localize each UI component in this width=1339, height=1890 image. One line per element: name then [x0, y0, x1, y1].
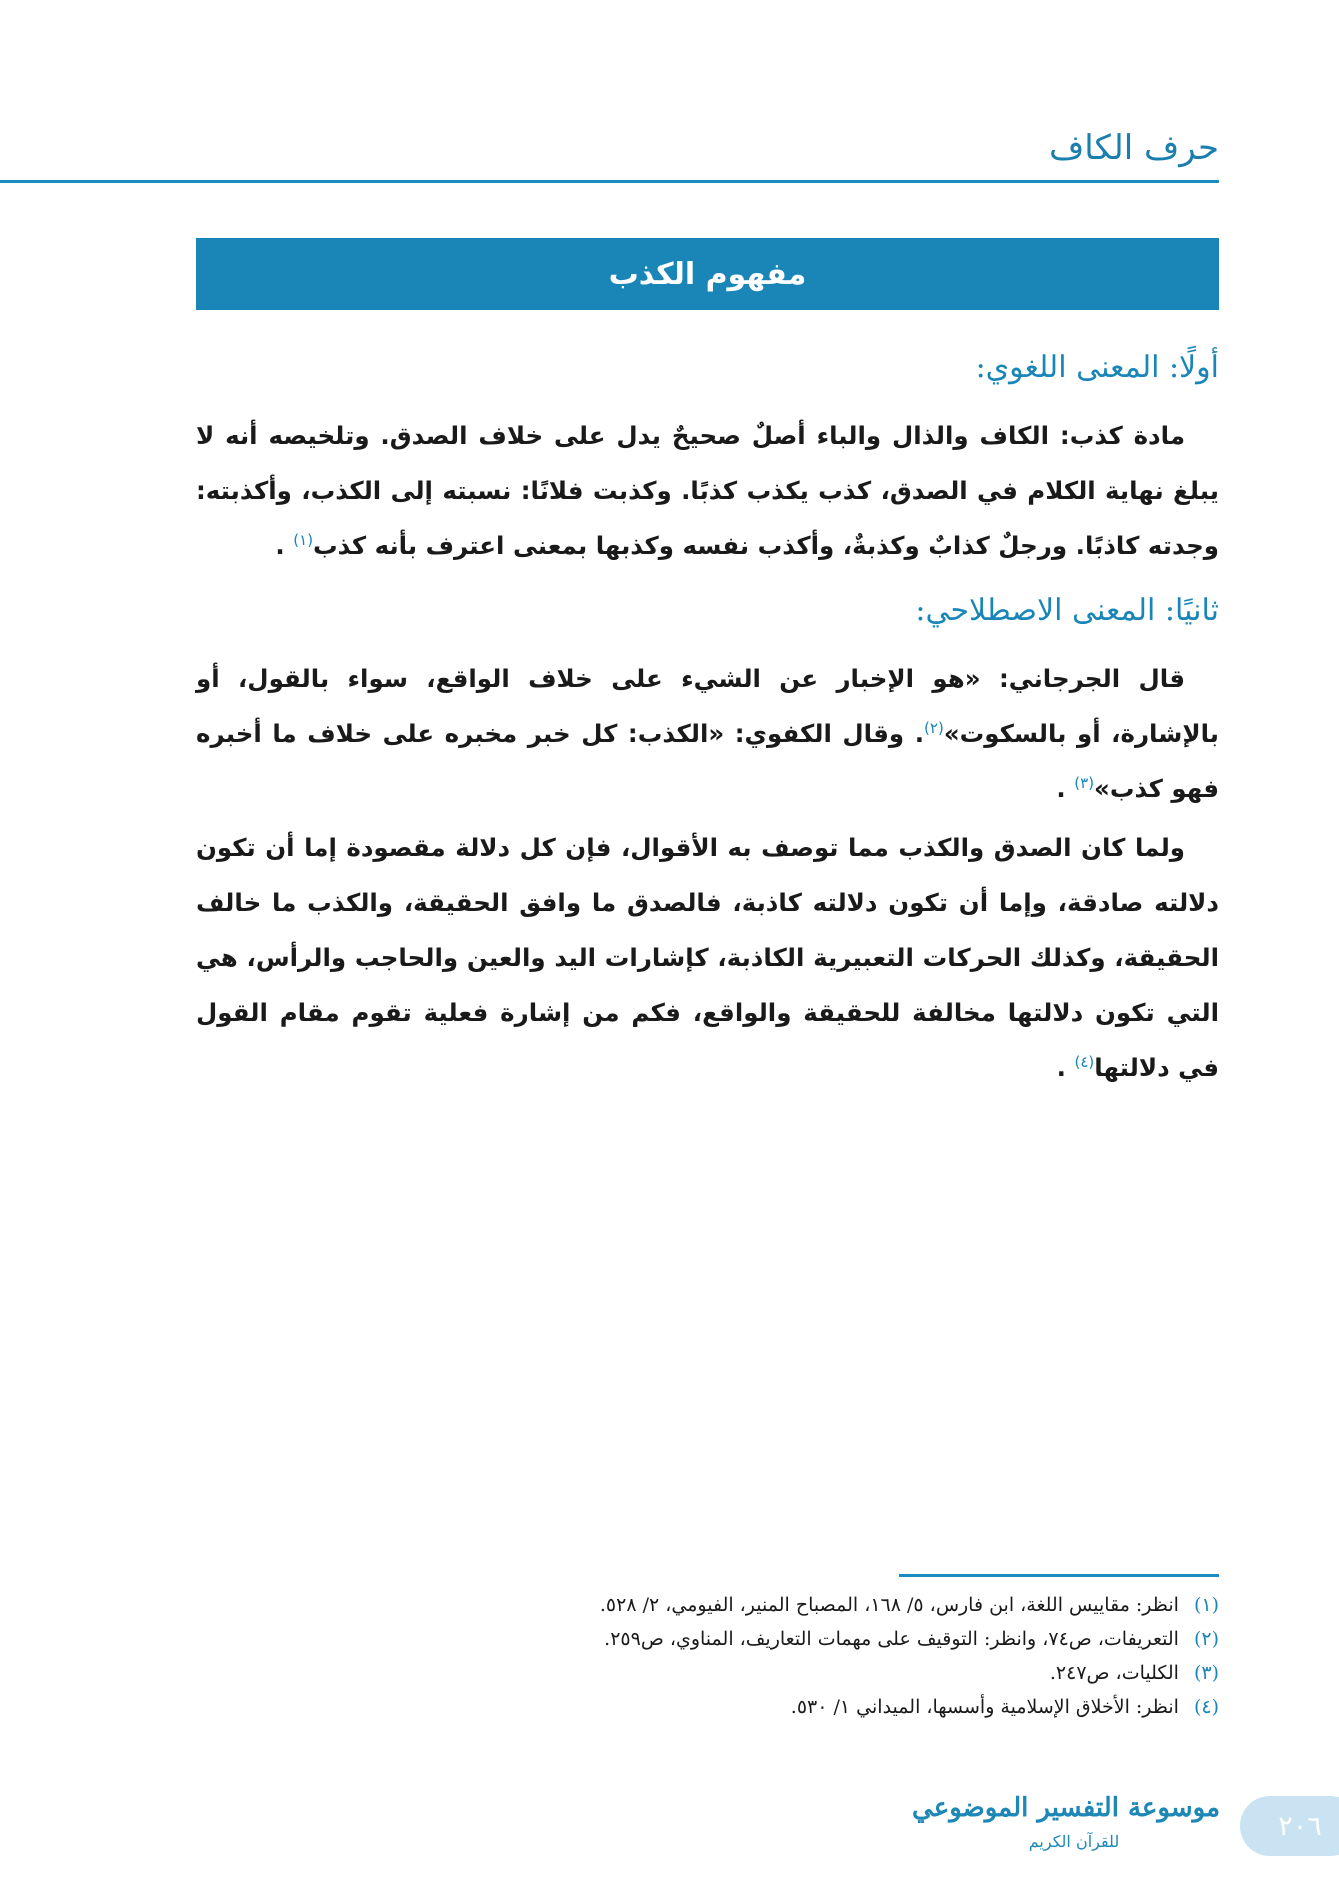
kafawi-quote: . وقال الكفوي: «الكذب: كل خبر مخبره على خلاف ما أخبره فهو كذب» — [196, 719, 1219, 803]
technical-heading: ثانيًا: المعنى الاصطلاحي: — [915, 593, 1219, 628]
footnote-ref-2[interactable]: (٢) — [924, 718, 944, 737]
section-title: مفهوم الكذب — [608, 256, 807, 292]
footnote-text: انظر: مقاييس اللغة، ابن فارس، ٥/ ١٦٨، المصباح المنير، الفيومي، ٢/ ٥٢٨. — [599, 1594, 1179, 1616]
technical-p1-end: . — [1056, 774, 1066, 803]
lexical-heading: أولًا: المعنى اللغوي: — [975, 350, 1219, 385]
footnote-number: (١) — [1193, 1594, 1219, 1616]
footnote-number: (٣) — [1193, 1662, 1219, 1684]
lexical-end: . — [275, 531, 285, 560]
footnote-ref-4[interactable]: (٤) — [1074, 1052, 1095, 1071]
encyclopedia-logo — [912, 1786, 1220, 1866]
technical-p2-end: . — [1056, 1053, 1066, 1082]
section-banner — [196, 238, 1219, 310]
main-content — [196, 330, 1219, 1099]
page-number-badge — [1240, 1796, 1339, 1856]
lexical-paragraph — [196, 408, 1219, 573]
logo-subtitle: للقرآن الكريم — [1028, 1832, 1120, 1851]
footnote-number: (٢) — [1193, 1628, 1219, 1650]
chapter-title: حرف الكاف — [1048, 128, 1219, 168]
footnote-number: (٤) — [1193, 1696, 1219, 1718]
footnote-item — [196, 1656, 1219, 1690]
footnote-text: التعريفات، ص٧٤، وانظر: التوقيف على مهمات التعاريف، المناوي، ص٢٥٩. — [604, 1628, 1179, 1650]
footnote-item — [196, 1622, 1219, 1656]
technical-paragraph-1 — [196, 651, 1219, 816]
footnote-item — [196, 1588, 1219, 1622]
footnote-rule — [899, 1574, 1219, 1577]
footnotes — [196, 1588, 1219, 1724]
technical-paragraph-2 — [196, 820, 1219, 1095]
jurjani-quote: قال الجرجاني: «هو الإخبار عن الشيء على خلاف الواقع، سواء بالقول، أو بالإشارة، أو بالسكوت» — [196, 664, 1219, 748]
footnote-ref-1[interactable]: (١) — [293, 530, 314, 549]
header-rule — [0, 180, 1219, 183]
logo-title: موسوعة التفسير الموضوعي — [912, 1793, 1220, 1823]
footnote-item — [196, 1690, 1219, 1724]
footnote-text: الكليات، ص٢٤٧. — [1049, 1662, 1179, 1684]
page-number: ٢٠٦ — [1278, 1810, 1322, 1842]
footnote-text: انظر: الأخلاق الإسلامية وأسسها، الميداني ١/ ٥٣٠. — [790, 1696, 1179, 1718]
technical-p2-text: ولما كان الصدق والكذب مما توصف به الأقوال، فإن كل دلالة مقصودة إما أن تكون دلالته صادقة، وإما أن تكون دلالته كاذبة، فالصدق ما وافق الحقيقة، والكذب ما خالف الحقيقة، وكذلك الحركات التعبيرية الكاذبة، كإشارات اليد والعين والحاجب والرأس، هي التي تكون دلالتها مخالفة للحقيقة والواقع، فكم من إشارة فعلية تقوم مقام القول في دلالتها — [196, 833, 1219, 1082]
lexical-text: مادة كذب: الكاف والذال والباء أصلٌ صحيحٌ يدل على خلاف الصدق. وتلخيصه أنه لا يبلغ نهاية الكلام في الصدق، كذب يكذب كذبًا. وكذبت فلانًا: نسبته إلى الكذب، وأكذبته: وجدته كاذبًا. ورجلٌ كذابٌ وكذبةٌ، وأكذب نفسه وكذبها بمعنى اعترف بأنه كذب — [196, 421, 1219, 560]
footnote-ref-3[interactable]: (٣) — [1074, 773, 1095, 792]
